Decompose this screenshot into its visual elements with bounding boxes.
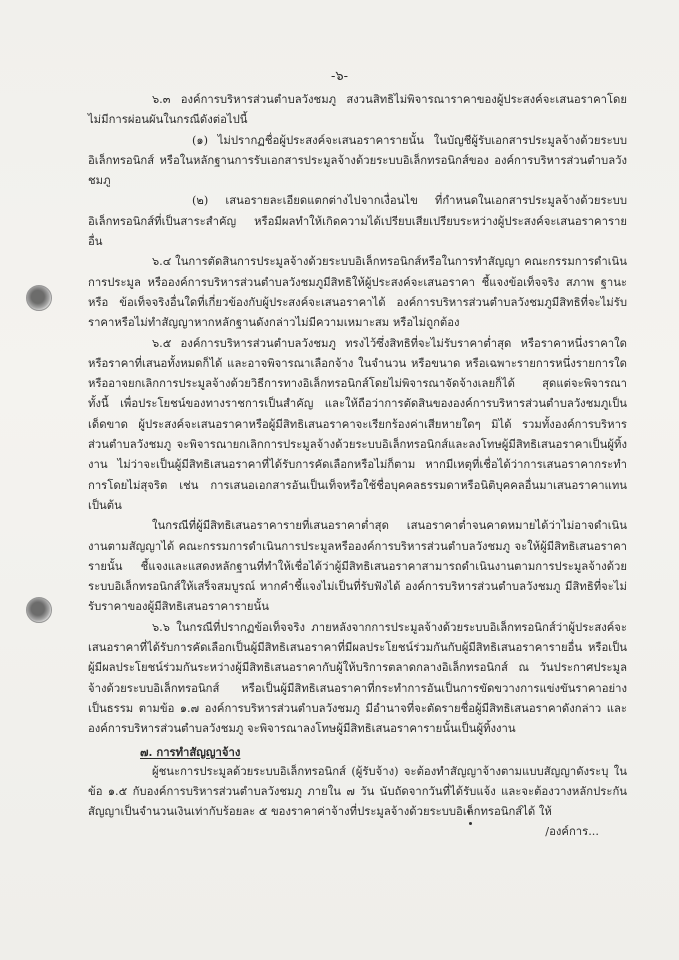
paragraph-6-3-1: (๑) ไม่ปรากฏชื่อผู้ประสงค์จะเสนอราคารายนั้น ในบัญชีผู้รับเอกสารประมูลจ้างด้วยระบบอิเล็กทรอนิกส์ หรือในหลักฐานการรับเอกสารประมูลจ้างด้วยระบบอิเล็กทรอนิกส์ของ องค์การบริหารส่วนตำบลวังชมภู [88, 133, 627, 188]
paragraph-7: ผู้ชนะการประมูลด้วยระบบอิเล็กทรอนิกส์ (ผู้รับจ้าง) จะต้องทำสัญญาจ้างตามแบบสัญญาดังระบุ ใน ข้อ ๑.๕ กับองค์การบริหารส่วนตำบลวังชมภู ภายใน ๗ วัน นับถัดจากวันที่ได้รับแจ้ง และจะต้องวางหลักประกันสัญญาเป็นจำนวนเงินเท่ากับร้อยละ ๕ ของราคาค่าจ้างที่ประมูลจ้างด้วยระบบอิเล็กทรอนิกส์ได้ ให้ [88, 764, 627, 819]
paragraph-6-5: ๖.๕ องค์การบริหารส่วนตำบลวังชมภู ทรงไว้ซึ่งสิทธิที่จะไม่รับราคาต่ำสุด หรือราคาหนึ่งราคาใด หรือราคาที่เสนอทั้งหมดก็ได้ และอาจพิจารณาเลือกจ้าง ในจำนวน หรือขนาด หรือเฉพาะรายการหนึ่งรายการใดหรืออาจยกเลิกการประมูลจ้างด้วยวิธีการทางอิเล็กทรอนิกส์โดยไม่พิจารณาจัดจ้างเลยก็ได้ สุดแต่จะพิจารณา ทั้งนี้ เพื่อประโยชน์ของทางราชการเป็นสำคัญ และให้ถือว่าการตัดสินขององค์การบริหารส่วนตำบลวังชมภูเป็นเด็ดขาด ผู้ประสงค์จะเสนอราคาหรือผู้มีสิทธิเสนอราคาจะเรียกร้องค่าเสียหายใดๆ มิได้ รวมทั้งองค์การบริหารส่วนตำบลวังชมภู จะพิจารณายกเลิกการประมูลจ้างด้วยระบบอิเล็กทรอนิกส์และลงโทษผู้มีสิทธิเสนอราคาเป็นผู้ทิ้งงาน ไม่ว่าจะเป็นผู้มีสิทธิเสนอราคาที่ได้รับการคัดเลือกหรือไม่ก็ตาม หากมีเหตุที่เชื่อได้ว่าการเสนอราคากระทำการโดยไม่สุจริต เช่น การเสนอเอกสารอันเป็นเท็จหรือใช้ชื่อบุคคลธรรมดาหรือนิติบุคคลอื่นมาเสนอราคาแทน เป็นต้น [88, 336, 627, 512]
page-number: -๖- [330, 69, 349, 84]
document-body [88, 90, 627, 823]
paragraph-6-3-2: (๒) เสนอรายละเอียดแตกต่างไปจากเงื่อนไข ที่กำหนดในเอกสารประมูลจ้างด้วยระบบอิเล็กทรอนิกส์ที่เป็นสาระสำคัญ หรือมีผลทำให้เกิดความได้เปรียบเสียเปรียบระหว่างผู้ประสงค์จะเสนอราคารายอื่น [88, 194, 627, 249]
section-heading-7: ๗. การทำสัญญาจ้าง [140, 744, 241, 759]
punch-hole-bottom [26, 597, 52, 623]
paragraph-6-6: ๖.๖ ในกรณีที่ปรากฏข้อเท็จจริง ภายหลังจากการประมูลจ้างด้วยระบบอิเล็กทรอนิกส์ว่าผู้ประสงค์จะเสนอราคาที่ได้รับการคัดเลือกเป็นผู้มีสิทธิเสนอราคาที่มีผลประโยชน์ร่วมกันกับผู้มีสิทธิเสนอราคารายอื่น หรือเป็นผู้มีผลประโยชน์ร่วมกันระหว่างผู้มีสิทธิเสนอราคากับผู้ให้บริการตลาดกลางอิเล็กทรอนิกส์ ณ วันประกาศประมูลจ้างด้วยระบบอิเล็กทรอนิกส์ หรือเป็นผู้มีสิทธิเสนอราคาที่กระทำการอันเป็นการขัดขวางการแข่งขันราคาอย่างเป็นธรรม ตามข้อ ๑.๗ องค์การบริหารส่วนตำบลวังชมภู มีอำนาจที่จะตัดรายชื่อผู้มีสิทธิเสนอราคาดังกล่าว และ องค์การบริหารส่วนตำบลวังชมภู จะพิจารณาลงโทษผู้มีสิทธิเสนอราคารายนั้นเป็นผู้ทิ้งงาน [88, 620, 627, 736]
paragraph-6-4: ๖.๔ ในการตัดสินการประมูลจ้างด้วยระบบอิเล็กทรอนิกส์หรือในการทำสัญญา คณะกรรมการดำเนินการประมูล หรือองค์การบริหารส่วนตำบลวังชมภูมีสิทธิให้ผู้ประสงค์จะเสนอราคา ชี้แจงข้อเท็จจริง สภาพ ฐานะ หรือ ข้อเท็จจริงอื่นใดที่เกี่ยวข้องกับผู้ประสงค์จะเสนอราคาได้ องค์การบริหารส่วนตำบลวังชมภูมีสิทธิที่จะไม่รับราคาหรือไม่ทำสัญญาหากหลักฐานดังกล่าวไม่มีความเหมาะสม หรือไม่ถูกต้อง [88, 255, 627, 330]
continuation-marker: /องค์การ... [545, 825, 599, 838]
punch-hole-top [26, 285, 52, 311]
paragraph-6-5-b: ในกรณีที่ผู้มีสิทธิเสนอราคารายที่เสนอราคาต่ำสุด เสนอราคาต่ำจนคาดหมายได้ว่าไม่อาจดำเนินงานตามสัญญาได้ คณะกรรมการดำเนินการประมูลหรือองค์การบริหารส่วนตำบลวังชมภู จะให้ผู้มีสิทธิเสนอราคารายนั้น ชี้แจงและแสดงหลักฐานที่ทำให้เชื่อได้ว่าผู้มีสิทธิเสนอราคาสามารถดำเนินงานตามการประมูลจ้างด้วยระบบอิเล็กทรอนิกส์ให้เสร็จสมบูรณ์ หากคำชี้แจงไม่เป็นที่รับฟังได้ องค์การบริหารส่วนตำบลวังชมภู มีสิทธิที่จะไม่รับราคาของผู้มีสิทธิเสนอราคารายนั้น [88, 519, 627, 614]
paragraph-6-3: ๖.๓ องค์การบริหารส่วนตำบลวังชมภู สงวนสิทธิไม่พิจารณาราคาของผู้ประสงค์จะเสนอราคาโดยไม่มีการผ่อนผันในกรณีดังต่อไปนี้ [88, 93, 627, 127]
